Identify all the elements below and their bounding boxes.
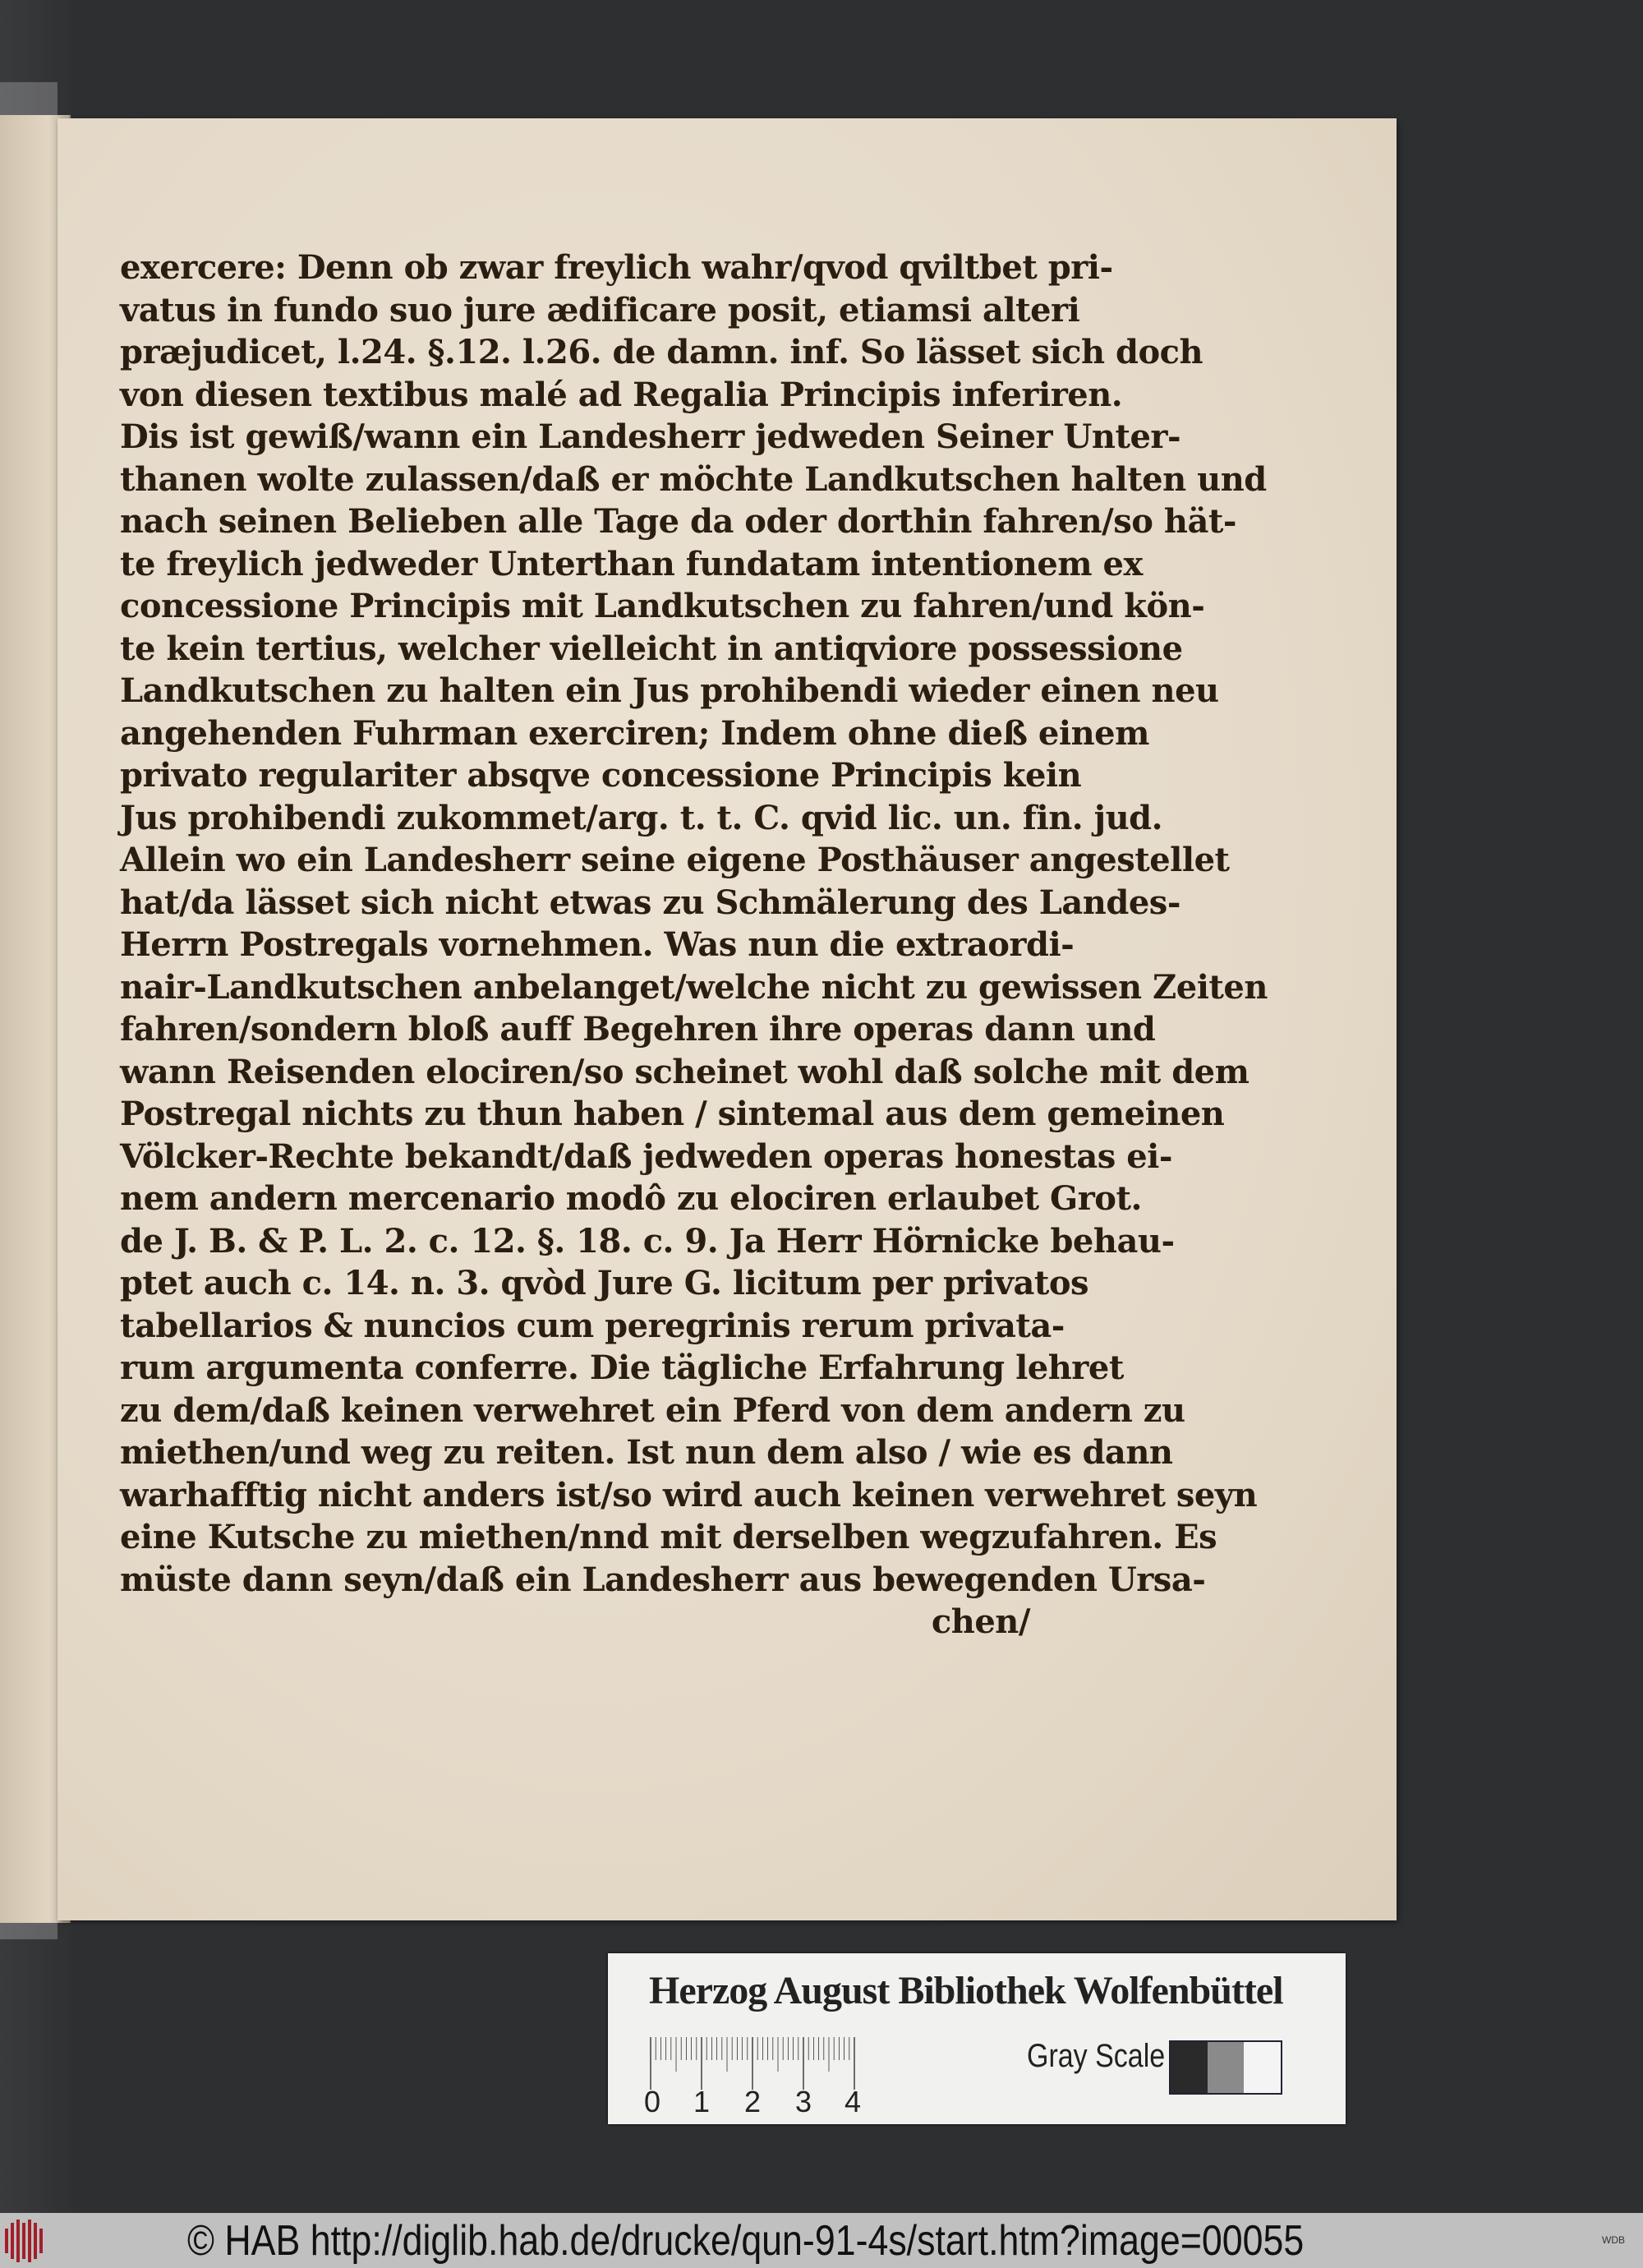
text-line: eine Kutsche zu miethen/nnd mit derselben wegzufahren. Es xyxy=(120,1518,1217,1556)
text-line: præjudicet, l.24. §.12. l.26. de damn. inf. So lässet sich doch xyxy=(120,333,1203,371)
text-line: wann Reisenden elociren/so scheinet wohl daß solche mit dem xyxy=(120,1052,1250,1091)
library-name: Herzog August Bibliothek Wolfenbüttel xyxy=(649,1969,1283,2012)
text-line: müste dann seyn/daß ein Landesherr aus bewegenden Ursa- xyxy=(120,1560,1206,1599)
ruler-number: 1 xyxy=(693,2085,711,2118)
logo-bar xyxy=(39,2229,43,2253)
text-line: Herrn Postregals vornehmen. Was nun die extraordi- xyxy=(120,925,1075,964)
text-line: Postregal nichts zu thun haben / sintemal aus dem gemeinen xyxy=(120,1095,1225,1133)
page-text xyxy=(120,247,1268,1643)
logo-bar xyxy=(11,2223,14,2259)
gray-swatch xyxy=(1171,2042,1208,2093)
text-line: rum argumenta conferre. Die tägliche Erfahrung lehret xyxy=(120,1348,1124,1387)
catchword: chen/ xyxy=(931,1602,1030,1641)
text-line: privato regulariter absqve concessione Principis kein xyxy=(120,756,1082,795)
text-line: von diesen textibus malé ad Regalia Principis inferiren. xyxy=(120,375,1123,414)
text-line: Allein wo ein Landesherr seine eigene Posthäuser angestellet xyxy=(120,841,1230,879)
text-line: Jus prohibendi zukommet/arg. t. t. C. qvid lic. un. fin. jud. xyxy=(120,798,1163,837)
copyright-url[interactable]: © HAB http://diglib.hab.de/drucke/qun-91-4s/start.htm?image=00055 xyxy=(187,2217,1305,2265)
text-line: warhafftig nicht anders ist/so wird auch keinen verwehret seyn xyxy=(120,1475,1258,1514)
gray-swatch xyxy=(1244,2042,1281,2093)
color-scale-card xyxy=(608,1953,1346,2124)
logo-bar xyxy=(28,2220,31,2262)
text-line: zu dem/daß keinen verwehret ein Pferd von dem andern zu xyxy=(120,1390,1185,1430)
gray-swatch xyxy=(1208,2042,1245,2093)
text-line: vatus in fundo suo jure ædificare posit, etiamsi alteri xyxy=(120,290,1080,330)
gray-scale-swatches xyxy=(1169,2040,1282,2095)
text-line: Landkutschen zu halten ein Jus prohibendi wieder einen neu xyxy=(120,671,1219,710)
text-line: te freylich jedweder Unterthan fundatam intentionem ex xyxy=(120,544,1143,583)
hab-logo-icon xyxy=(5,2220,46,2262)
text-line: nair-Landkutschen anbelanget/welche nicht zu gewissen Zeiten xyxy=(120,967,1268,1007)
text-line: hat/da lässet sich nicht etwas zu Schmälerung des Landes- xyxy=(120,883,1180,922)
ruler-number: 2 xyxy=(744,2085,762,2118)
text-line: ptet auch c. 14. n. 3. qvòd Jure G. licitum per privatos xyxy=(120,1264,1089,1302)
footer-bar xyxy=(0,2213,1643,2268)
text-line: concessione Principis mit Landkutschen zu fahren/und kön- xyxy=(120,587,1205,625)
text-line: angehenden Fuhrman exerciren; Indem ohne dieß einem xyxy=(120,713,1149,753)
text-line: Dis ist gewiß/wann ein Landesherr jedweden Seiner Unter- xyxy=(120,417,1181,456)
text-line: Völcker-Rechte bekandt/daß jedweden operas honestas ei- xyxy=(120,1136,1172,1176)
text-line: tabellarios & nuncios cum peregrinis rerum privata- xyxy=(120,1306,1065,1345)
ruler-number: 3 xyxy=(795,2085,812,2118)
ruler-number: 4 xyxy=(845,2085,862,2118)
text-line: nem andern mercenario modô zu elociren erlaubet Grot. xyxy=(120,1179,1142,1218)
gray-scale-label: Gray Scale xyxy=(1027,2038,1166,2074)
text-line: te kein tertius, welcher vielleicht in antiqviore possessione xyxy=(120,629,1183,668)
text-line: de J. B. & P. L. 2. c. 12. §. 18. c. 9. Ja Herr Hörnicke behau- xyxy=(120,1221,1175,1261)
text-line: nach seinen Belieben alle Tage da oder dorthin fahren/so hät- xyxy=(120,502,1236,541)
ruler-number: 0 xyxy=(644,2085,661,2118)
text-line: thanen wolte zulassen/daß er möchte Landkutschen halten und xyxy=(120,459,1267,499)
footer-mark: WDB xyxy=(1602,2234,1625,2246)
logo-bar xyxy=(34,2223,37,2259)
text-line: exercere: Denn ob zwar freylich wahr/qvod qviltbet pri- xyxy=(120,248,1113,287)
text-line: fahren/sondern bloß auff Begehren ihre operas dann und xyxy=(120,1010,1156,1049)
text-line: miethen/und weg zu reiten. Ist nun dem also / wie es dann xyxy=(120,1433,1173,1472)
logo-bar xyxy=(16,2220,20,2262)
logo-bar xyxy=(22,2223,25,2259)
logo-bar xyxy=(5,2229,8,2253)
